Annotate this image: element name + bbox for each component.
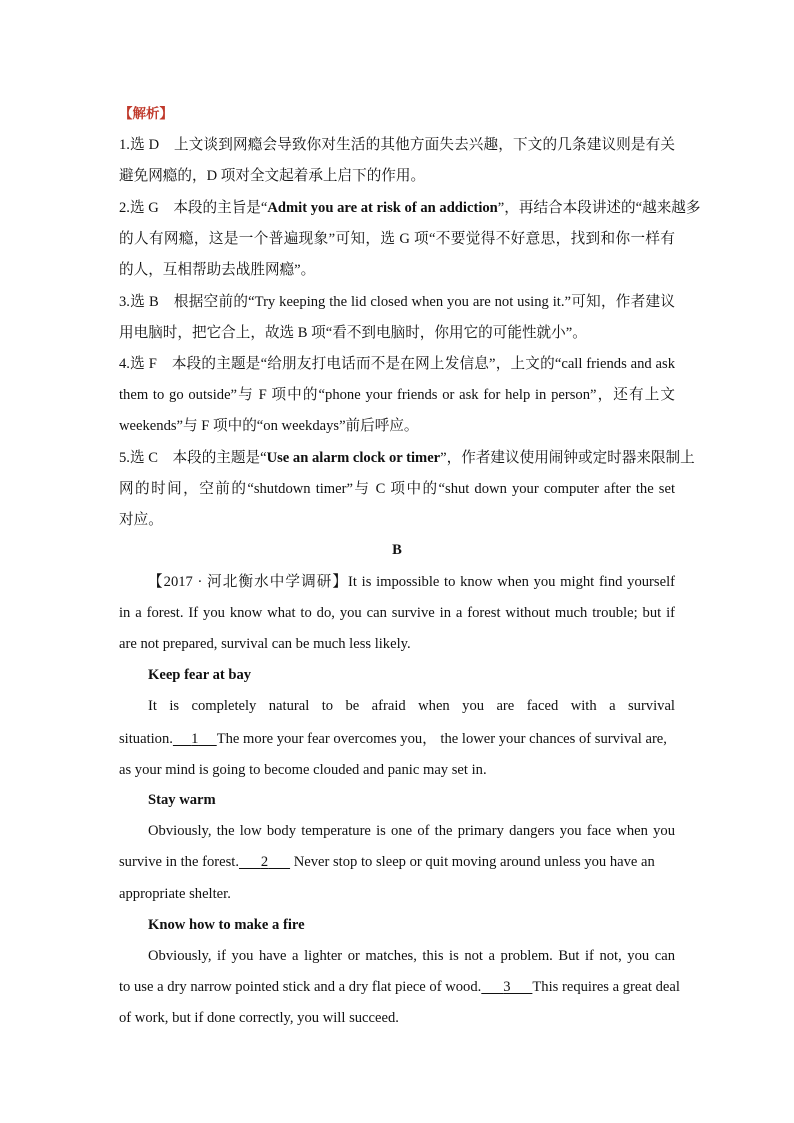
section-title-stay-warm: Stay warm: [148, 792, 216, 808]
section-3-line-2-post: This requires a great deal: [532, 979, 680, 995]
section-1-line-2-post: The more your fear overcomes you， the lower your chances of survival are,: [216, 731, 667, 747]
section-2-line-2-post: Never stop to sleep or quit moving around unless you have an: [293, 854, 655, 870]
analysis-item-5-lead: 5.选 C 本段的主题是“: [119, 450, 267, 466]
analysis-item-1-line-1: 1.选 D 上文谈到网瘾会导致你对生活的其他方面失去兴趣，下文的几条建议则是有关: [119, 137, 675, 153]
analysis-item-2-line-2: 的人有网瘾，这是一个普遍现象”可知，选 G 项“不要觉得不好意思，找到和你一样有: [119, 231, 675, 247]
section-3-line-2-pre: to use a dry narrow pointed stick and a dry flat piece of wood.: [119, 979, 482, 995]
analysis-item-3-line-1: 3.选 B 根据空前的“Try keeping the lid closed when you are not using it.”可知，作者建议: [119, 294, 675, 310]
analysis-heading: 【解析】: [119, 106, 173, 121]
analysis-item-4-line-3: weekends”与 F 项中的“on weekdays”前后呼应。: [119, 418, 419, 434]
analysis-item-2-line-3: 的人，互相帮助去战胜网瘾”。: [119, 262, 316, 278]
section-3-line-1: Obviously, if you have a lighter or matches, this is not a problem. But if not, you can: [148, 948, 675, 964]
section-2-line-3: appropriate shelter.: [119, 886, 231, 902]
section-3-line-3: of work, but if done correctly, you will succeed.: [119, 1010, 399, 1026]
blank-3: [481, 977, 532, 997]
section-3-line-2: [119, 977, 680, 997]
passage-intro-line-3: are not prepared, survival can be much less likely.: [119, 636, 411, 652]
analysis-item-1-line-2: 避免网瘾的，D 项对全文起着承上启下的作用。: [119, 168, 426, 184]
analysis-item-2-lead: 2.选 G 本段的主旨是“: [119, 200, 268, 216]
analysis-item-5-line-2: 网的时间，空前的“shutdown timer”与 C 项中的“shut down your computer after the set: [119, 481, 675, 497]
analysis-item-2-tail: ”，再结合本段讲述的“越来越多: [497, 200, 701, 216]
section-1-line-2-pre: situation.: [119, 731, 173, 747]
passage-intro-line-2: in a forest. If you know what to do, you can survive in a forest without much trouble; but if: [119, 605, 675, 621]
blank-2-number: 2: [260, 854, 269, 870]
section-title-keep-fear: Keep fear at bay: [148, 667, 252, 683]
section-2-line-2-pre: survive in the forest.: [119, 854, 239, 870]
section-2-line-1: Obviously, the low body temperature is one of the primary dangers you face when you: [148, 823, 675, 839]
section-title-make-fire: Know how to make a fire: [148, 917, 305, 933]
analysis-item-2-bold: Admit you are at risk of an addiction: [267, 200, 498, 216]
analysis-item-5-tail: ”，作者建议使用闹钟或定时器来限制上: [440, 450, 695, 466]
passage-intro-line-1: 【2017 · 河北衡水中学调研】It is impossible to know when you might find yourself: [148, 574, 675, 590]
analysis-item-5-bold: Use an alarm clock or timer: [266, 450, 441, 466]
analysis-item-4-line-2: them to go outside”与 F 项中的“phone your friends or ask for help in person”，还有上文: [119, 387, 675, 403]
analysis-item-3-line-2: 用电脑时，把它合上，故选 B 项“看不到电脑时，你用它的可能性就小”。: [119, 325, 587, 341]
passage-label: B: [392, 542, 402, 558]
section-1-line-2: [119, 729, 675, 749]
analysis-item-2-line-1: [119, 198, 701, 218]
section-1-line-3: as your mind is going to become clouded and panic may set in.: [119, 762, 487, 778]
blank-1: [173, 729, 217, 749]
analysis-item-4-line-1: 4.选 F 本段的主题是“给朋友打电话而不是在网上发信息”，上文的“call friends and ask: [119, 356, 675, 372]
blank-1-number: 1: [191, 731, 199, 747]
analysis-item-5-line-3: 对应。: [119, 512, 163, 528]
analysis-item-5-line-1: [119, 448, 695, 468]
blank-2: [239, 852, 290, 872]
section-2-line-2: [119, 852, 675, 872]
section-1-line-1: It is completely natural to be afraid when you are faced with a survival: [148, 698, 675, 714]
blank-3-number: 3: [503, 979, 511, 995]
